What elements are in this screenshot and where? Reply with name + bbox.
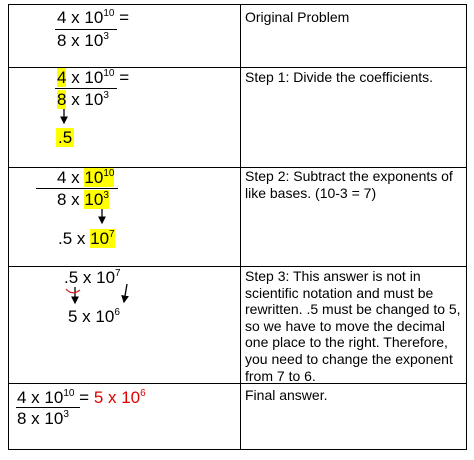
step2-result: .5 x $10^7$	[58, 229, 115, 248]
step1-denominator: 8 x $10^3$	[57, 90, 109, 109]
original-denominator: 8 x $10^3$	[57, 31, 109, 50]
description-final-answer: Final answer.	[245, 387, 328, 403]
description-step1: Step 1: Divide the coefficients.	[245, 69, 434, 85]
description-original-problem: Original Problem	[245, 9, 350, 25]
step1-result: .5	[58, 128, 73, 147]
step2-numerator: 4 x $10^{10}$	[57, 168, 115, 187]
step2-denominator: 8 x $10^3$	[57, 190, 109, 209]
step3-unnormalized: .5 x $10^7$	[64, 268, 121, 287]
original-numerator: 4 x $10^{10}$ =	[57, 8, 130, 27]
step3-right-arrow	[124, 284, 127, 302]
step3-normalized: 5 x $10^6$	[68, 307, 120, 326]
final-numerator: 4 x $10^{10} = 5$ x $10^6$	[17, 388, 146, 407]
description-step3: Step 3: This answer is not in scientific notation and must be rewritten. .5 must be changed to 5, so we have to move the decimal one place to the right. Therefore, you need to change the exponent from 7 to 6.	[245, 268, 461, 384]
step1-numerator: 4 x $10^{10}$ =	[57, 68, 130, 87]
decimal-move-curve	[66, 289, 80, 293]
description-step2: Step 2: Subtract the exponents of like bases. (10-3 = 7)	[245, 168, 453, 201]
final-denominator: 8 x $10^3$	[17, 409, 69, 428]
